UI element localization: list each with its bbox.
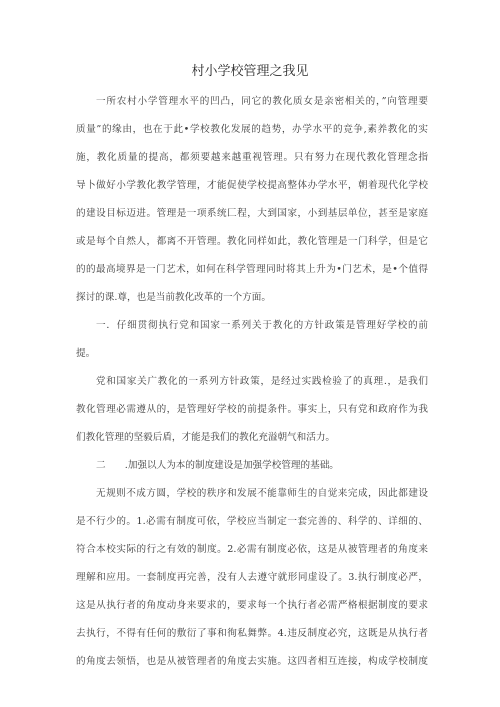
paragraph-line: 施，教化质量的提高，都须要越来越重视管理。只有努力在现代教化管理念指 (76, 152, 428, 163)
paragraph-line: 的的最高境界是一门艺术，如何在科学管理同时将其上升为•门艺术，是•个值得 (76, 264, 428, 275)
paragraph-line: 符合本校实际的行之有效的制度。2.必需有制度必依，这是从被管理者的角度来 (76, 544, 428, 555)
section-heading-line: 二 .加强以人为本的制度建设是加强学校管理的基础。 (96, 460, 339, 471)
paragraph-line: 去执行，不得有任何的敷衍了事和徇私舞弊。4.违反制度必究，这既是从执行者 (76, 628, 428, 639)
paragraph-line: 质量”的缘由，也在于此•学校教化发展的趋势，办学水平的竞争,素养教化的实 (76, 124, 428, 135)
paragraph-line: 的角度去领悟，也是从被管理者的角度去实施。这四者相互连接，构成学校制度 (76, 656, 428, 667)
paragraph-line: 是不行少的。1.必需有制度可依，学校应当制定一套完善的、科学的、详细的、 (76, 516, 428, 527)
paragraph-line: 这是从执行者的角度动身来要求的，要求每一个执行者必需严格根据制度的要求 (76, 600, 428, 611)
document-title: 村小学校管理之我见 (191, 64, 309, 79)
paragraph-line: 党和国家关广教化的一系列方针政策，是经过实践检验了的真理.，是我们 (96, 376, 428, 387)
paragraph-line: 一所农村小学管理水平的凹凸，同它的教化质女是亲密相关的，”向管理要 (96, 96, 428, 107)
paragraph-line: 或是每个自然人，都离不开管理。教化同样如此，教化管理是一门科学，但是它 (76, 236, 428, 247)
paragraph-line: 无规则不成方圆，学校的秩序和发展不能靠师生的自觉来完成，因此都建设 (96, 488, 428, 499)
paragraph-line: 理解和应用。一套制度再完善，没有人去遵守就形同虚设了。3.执行制度必严， (76, 572, 428, 583)
paragraph-line: 导卜做好小学教化教学管理，才能促使学校提高整体办学水平，朝着现代化学校 (76, 180, 428, 191)
section-heading-line: 一．仔细贯彻执行党和国家一系列关于教化的方针政策是管理好学校的前 (96, 320, 428, 331)
section-heading-line: 提。 (76, 348, 96, 359)
paragraph-line: 的建设目标迈进。管理是一项系统匚程，大到国家，小到基层单位，甚至是家庭 (76, 208, 428, 219)
paragraph-line: 教化管理必需遵从的，是管理好学校的前提条件。事实上，只有党和政府作为我 (76, 404, 428, 415)
paragraph-line: 们教化管理的坚毅后盾，才能是我们的教化充溢朝气和活力。 (76, 432, 336, 443)
paragraph-line: 探讨的课.尊，也是当前教化改革的一个方面。 (76, 292, 271, 303)
